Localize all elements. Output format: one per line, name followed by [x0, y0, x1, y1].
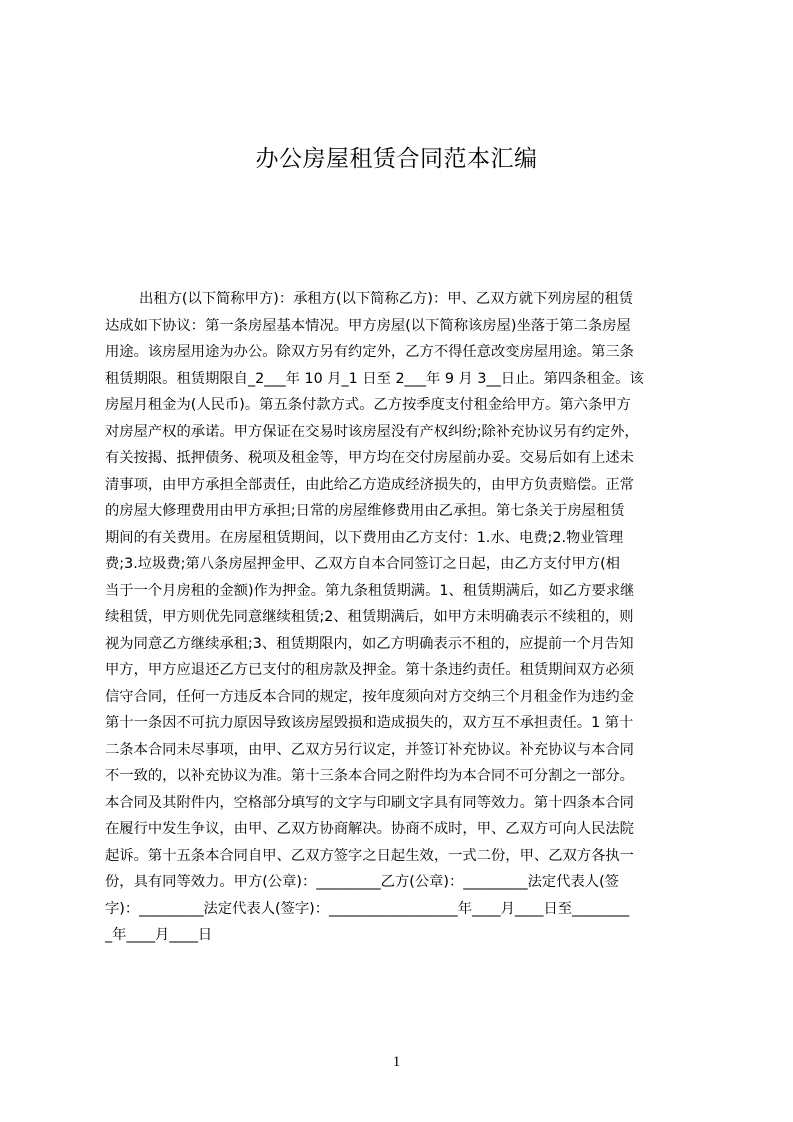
body-line: 期间的有关费用。在房屋租赁期间，以下费用由乙方支付：1.水、电费;2.物业管理	[105, 529, 624, 546]
body-line: 视为同意乙方继续承租;3、租赁期限内，如乙方明确表示不租的，应提前一个月告知	[105, 635, 634, 652]
body-line: 字)：_________法定代表人(签字)：__________________年____月____日至________	[105, 900, 630, 917]
body-line: 不一致的，以补充协议为准。第十三条本合同之附件均为本合同不可分割之一部分。	[105, 768, 634, 784]
body-line: 份，具有同等效力。甲方(公章)：_________乙方(公章)：_________法定代表人(签	[105, 874, 619, 890]
body-line: 第十一条因不可抗力原因导致该房屋毁损和造成损失的，双方互不承担责任。1 第十	[105, 715, 634, 731]
body-line: 当于一个月房租的金额)作为押金。第九条租赁期满。1、租赁期满后，如乙方要求继	[105, 582, 635, 599]
body-line: 费;3.垃圾费;第八条房屋押金甲、乙双方自本合同签订之日起，由乙方支付甲方(相	[105, 556, 620, 572]
body-line: 租赁期限。租赁期限自_2___年 10 月_1 日至 2___年 9 月 3__日止。第四条租金。该	[105, 370, 644, 387]
document-title: 办公房屋租赁合同范本汇编	[255, 146, 538, 172]
body-line: 房屋月租金为(人民币)。第五条付款方式。乙方按季度支付租金给甲方。第六条甲方	[105, 397, 631, 413]
body-line: 对房屋产权的承诺。甲方保证在交易时该房屋没有产权纠纷;除补充协议另有约定外，	[105, 423, 639, 440]
body-line: 用途。该房屋用途为办公。除双方另有约定外，乙方不得任意改变房屋用途。第三条	[105, 344, 634, 360]
body-line: 续租赁，甲方则优先同意继续租赁;2、租赁期满后，如甲方未明确表示不续租的，则	[105, 609, 634, 625]
body-line: 起诉。第十五条本合同自甲、乙双方签字之日起生效，一式二份，甲、乙双方各执一	[105, 847, 634, 864]
contract-body	[105, 286, 699, 976]
page-number: 1	[392, 1054, 401, 1070]
body-line: 信守合同，任何一方违反本合同的规定，按年度须向对方交纳三个月租金作为违约金	[105, 688, 634, 705]
body-line: 甲方，甲方应退还乙方已支付的租房款及押金。第十条违约责任。租赁期间双方必须	[105, 662, 634, 678]
body-line: 二条本合同未尽事项，由甲、乙双方另行议定，并签订补充协议。补充协议与本合同	[105, 741, 634, 758]
body-line: 本合同及其附件内，空格部分填写的文字与印刷文字具有同等效力。第十四条本合同	[105, 794, 634, 811]
body-line: 有关按揭、抵押债务、税项及租金等，甲方均在交付房屋前办妥。交易后如有上述未	[105, 450, 634, 466]
body-line: _年____月____日	[105, 927, 213, 943]
body-line: 在履行中发生争议，由甲、乙双方协商解决。协商不成时，甲、乙双方可向人民法院	[105, 821, 634, 837]
body-line: 的房屋大修理费用由甲方承担;日常的房屋维修费用由乙承担。第七条关于房屋租赁	[105, 503, 625, 519]
body-line: 清事项，由甲方承担全部责任，由此给乙方造成经济损失的，由甲方负责赔偿。正常	[105, 476, 634, 493]
body-line: 达成如下协议：第一条房屋基本情况。甲方房屋(以下简称该房屋)坐落于第二条房屋	[105, 317, 631, 334]
body-line: 出租方(以下简称甲方)：承租方(以下简称乙方)：甲、乙双方就下列房屋的租赁	[139, 291, 634, 307]
